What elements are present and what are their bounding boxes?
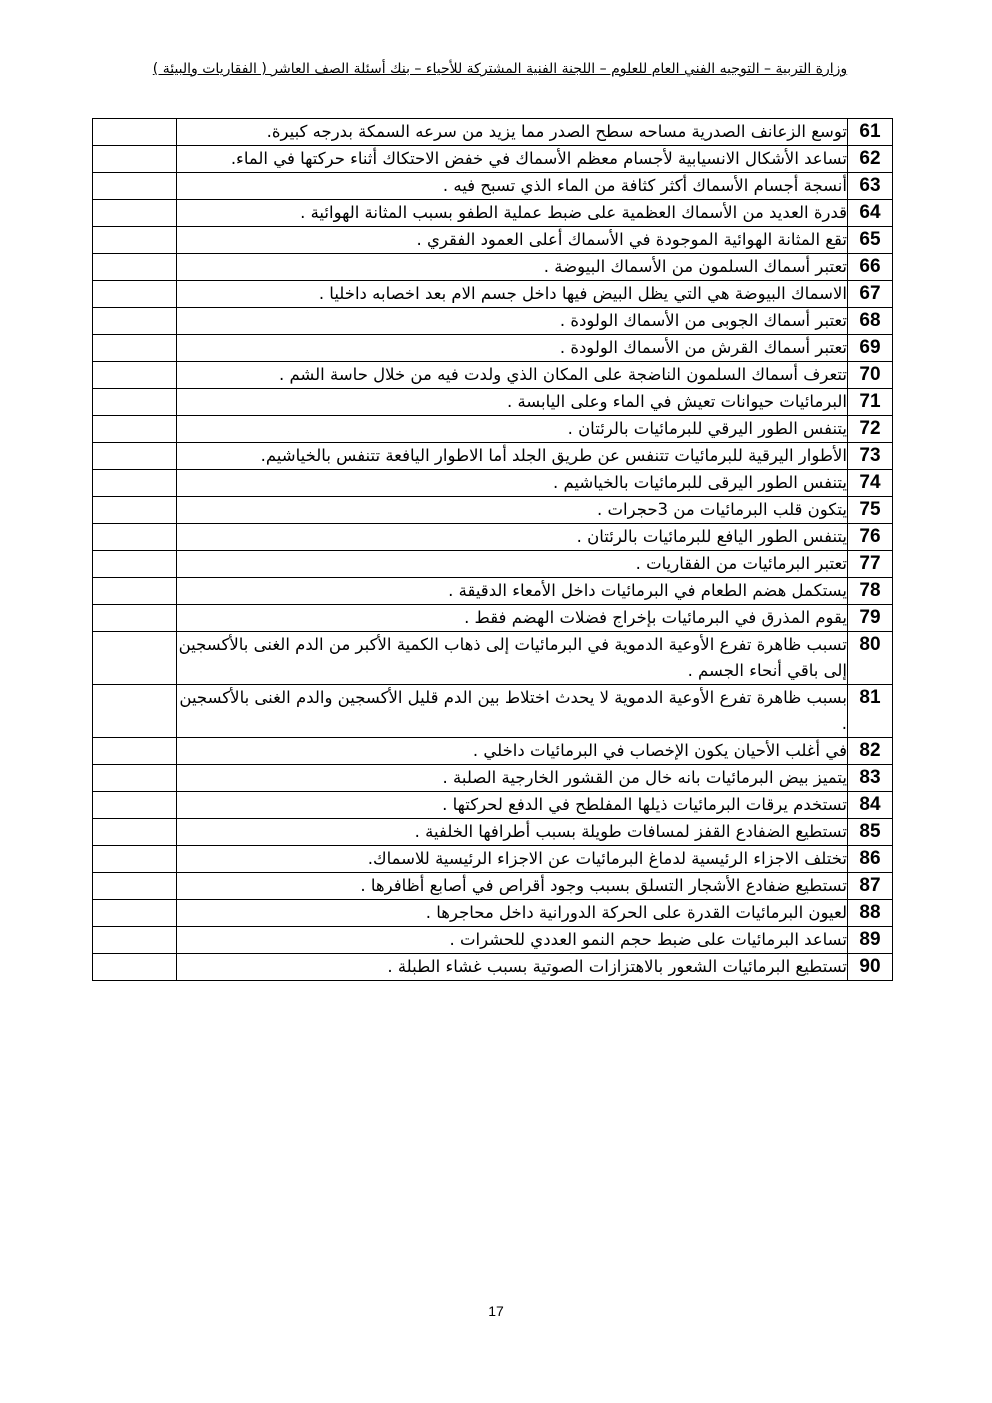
answer-cell[interactable]: [93, 281, 177, 308]
question-number: 77: [848, 551, 893, 578]
question-statement: تستطيع ضفادع الأشجار التسلق بسبب وجود أقراص في أصابع أظافرها .: [177, 873, 848, 900]
question-number: 82: [848, 738, 893, 765]
question-row: [93, 119, 893, 146]
question-row: [93, 443, 893, 470]
answer-cell[interactable]: [93, 416, 177, 443]
answer-cell[interactable]: [93, 551, 177, 578]
question-row: [93, 254, 893, 281]
question-number: 90: [848, 954, 893, 981]
answer-cell[interactable]: [93, 470, 177, 497]
question-row: [93, 281, 893, 308]
question-statement: تسبب ظاهرة تفرع الأوعية الدموية في البرمائيات إلى ذهاب الكمية الأكبر من الدم الغنى بالأكسجين إلى باقي أنحاء الجسم .: [177, 632, 848, 685]
question-row: [93, 470, 893, 497]
question-statement: البرمائيات حيوانات تعيش في الماء وعلى اليابسة .: [177, 389, 848, 416]
question-statement: توسع الزعانف الصدرية مساحه سطح الصدر مما يزيد من سرعه السمكة بدرجه كبيرة.: [177, 119, 848, 146]
question-number: 61: [848, 119, 893, 146]
question-number: 78: [848, 578, 893, 605]
question-statement: يتميز بيض البرمائيات بانه خال من القشور الخارجية الصلبة .: [177, 765, 848, 792]
question-row: [93, 900, 893, 927]
question-row: [93, 173, 893, 200]
question-row: [93, 738, 893, 765]
answer-cell[interactable]: [93, 335, 177, 362]
questions-table: [92, 118, 893, 981]
question-row: [93, 954, 893, 981]
answer-cell[interactable]: [93, 443, 177, 470]
questions-table-body: [93, 119, 893, 981]
question-statement: تستطيع البرمائيات الشعور بالاهتزازات الصوتية بسبب غشاء الطبلة .: [177, 954, 848, 981]
question-row: [93, 873, 893, 900]
question-number: 66: [848, 254, 893, 281]
question-row: [93, 227, 893, 254]
question-statement: تعتبر البرمائيات من الفقاريات .: [177, 551, 848, 578]
question-number: 70: [848, 362, 893, 389]
question-row: [93, 416, 893, 443]
question-row: [93, 578, 893, 605]
question-row: [93, 765, 893, 792]
question-number: 72: [848, 416, 893, 443]
question-number: 74: [848, 470, 893, 497]
answer-cell[interactable]: [93, 685, 177, 738]
answer-cell[interactable]: [93, 497, 177, 524]
question-statement: تستخدم يرقات البرمائيات ذيلها المفلطح في الدفع لحركتها .: [177, 792, 848, 819]
question-row: [93, 551, 893, 578]
answer-cell[interactable]: [93, 254, 177, 281]
question-statement: يتنفس الطور اليرقي للبرمائيات بالرئتان .: [177, 416, 848, 443]
question-number: 79: [848, 605, 893, 632]
question-statement: يتكون قلب البرمائيات من 3حجرات .: [177, 497, 848, 524]
question-row: [93, 927, 893, 954]
question-statement: الأطوار اليرقية للبرمائيات تتنفس عن طريق الجلد أما الاطوار اليافعة تتنفس بالخياشيم.: [177, 443, 848, 470]
answer-cell[interactable]: [93, 954, 177, 981]
question-number: 71: [848, 389, 893, 416]
answer-cell[interactable]: [93, 900, 177, 927]
question-number: 81: [848, 685, 893, 738]
question-statement: تساعد البرمائيات على ضبط حجم النمو العددي للحشرات .: [177, 927, 848, 954]
question-statement: تساعد الأشكال الانسيابية لأجسام معظم الأسماك في خفض الاحتكاك أثناء حركتها في الماء.: [177, 146, 848, 173]
question-statement: يستكمل هضم الطعام في البرمائيات داخل الأمعاء الدقيقة .: [177, 578, 848, 605]
question-row: [93, 497, 893, 524]
question-number: 64: [848, 200, 893, 227]
question-number: 69: [848, 335, 893, 362]
question-statement: تستطيع الضفادع القفز لمسافات طويلة بسبب أطرافها الخلفية .: [177, 819, 848, 846]
question-number: 68: [848, 308, 893, 335]
question-number: 76: [848, 524, 893, 551]
question-number: 62: [848, 146, 893, 173]
answer-cell[interactable]: [93, 927, 177, 954]
question-row: [93, 685, 893, 738]
answer-cell[interactable]: [93, 738, 177, 765]
question-row: [93, 792, 893, 819]
question-number: 83: [848, 765, 893, 792]
page-number: 17: [488, 1303, 504, 1319]
question-statement: تعتبر أسماك القرش من الأسماك الولودة .: [177, 335, 848, 362]
answer-cell[interactable]: [93, 200, 177, 227]
question-number: 65: [848, 227, 893, 254]
question-number: 89: [848, 927, 893, 954]
question-number: 73: [848, 443, 893, 470]
answer-cell[interactable]: [93, 119, 177, 146]
question-number: 80: [848, 632, 893, 685]
answer-cell[interactable]: [93, 765, 177, 792]
question-statement: تتعرف أسماك السلمون الناضجة على المكان الذي ولدت فيه من خلال حاسة الشم .: [177, 362, 848, 389]
question-row: [93, 308, 893, 335]
answer-cell[interactable]: [93, 227, 177, 254]
answer-cell[interactable]: [93, 524, 177, 551]
answer-cell[interactable]: [93, 873, 177, 900]
question-statement: تقع المثانة الهوائية الموجودة في الأسماك أعلى العمود الفقري .: [177, 227, 848, 254]
question-row: [93, 846, 893, 873]
question-number: 67: [848, 281, 893, 308]
question-row: [93, 819, 893, 846]
question-row: [93, 200, 893, 227]
answer-cell[interactable]: [93, 792, 177, 819]
question-statement: تعتبر أسماك الجوبى من الأسماك الولودة .: [177, 308, 848, 335]
question-row: [93, 362, 893, 389]
question-statement: قدرة العديد من الأسماك العظمية على ضبط عملية الطفو بسبب المثانة الهوائية .: [177, 200, 848, 227]
question-row: [93, 389, 893, 416]
question-statement: يقوم المذرق في البرمائيات بإخراج فضلات الهضم فقط .: [177, 605, 848, 632]
question-statement: يتنفس الطور اليرقى للبرمائيات بالخياشيم .: [177, 470, 848, 497]
answer-cell[interactable]: [93, 308, 177, 335]
answer-cell[interactable]: [93, 173, 177, 200]
question-statement: لعيون البرمائيات القدرة على الحركة الدورانية داخل محاجرها .: [177, 900, 848, 927]
answer-cell[interactable]: [93, 605, 177, 632]
question-statement: يتنفس الطور اليافع للبرمائيات بالرئتان .: [177, 524, 848, 551]
question-row: [93, 632, 893, 685]
question-row: [93, 146, 893, 173]
question-statement: الاسماك البيوضة هي التي يظل البيض فيها داخل جسم الام بعد اخصابه داخليا .: [177, 281, 848, 308]
answer-cell[interactable]: [93, 362, 177, 389]
question-number: 85: [848, 819, 893, 846]
question-number: 86: [848, 846, 893, 873]
question-statement: أنسجة أجسام الأسماك أكثر كثافة من الماء الذي تسبح فيه .: [177, 173, 848, 200]
question-statement: تختلف الاجزاء الرئيسية لدماغ البرمائيات عن الاجزاء الرئيسية للاسماك.: [177, 846, 848, 873]
question-row: [93, 335, 893, 362]
question-number: 88: [848, 900, 893, 927]
answer-cell[interactable]: [93, 632, 177, 685]
question-statement: في أغلب الأحيان يكون الإخصاب في البرمائيات داخلي .: [177, 738, 848, 765]
answer-cell[interactable]: [93, 819, 177, 846]
question-number: 84: [848, 792, 893, 819]
answer-cell[interactable]: [93, 846, 177, 873]
question-number: 75: [848, 497, 893, 524]
question-statement: بسبب ظاهرة تفرع الأوعية الدموية لا يحدث اختلاط بين الدم قليل الأكسجين والدم الغنى بالأكسجين .: [177, 685, 848, 738]
answer-cell[interactable]: [93, 146, 177, 173]
question-row: [93, 605, 893, 632]
question-number: 87: [848, 873, 893, 900]
question-statement: تعتبر أسماك السلمون من الأسماك البيوضة .: [177, 254, 848, 281]
answer-cell[interactable]: [93, 389, 177, 416]
question-number: 63: [848, 173, 893, 200]
answer-cell[interactable]: [93, 578, 177, 605]
page-header: وزارة التربية – التوجيه الفني العام للعلوم – اللجنة الفنية المشتركة للأحياء – بنك أسئلة الصف العاشر ( الفقاريات والبيئة ): [152, 61, 848, 77]
question-row: [93, 524, 893, 551]
